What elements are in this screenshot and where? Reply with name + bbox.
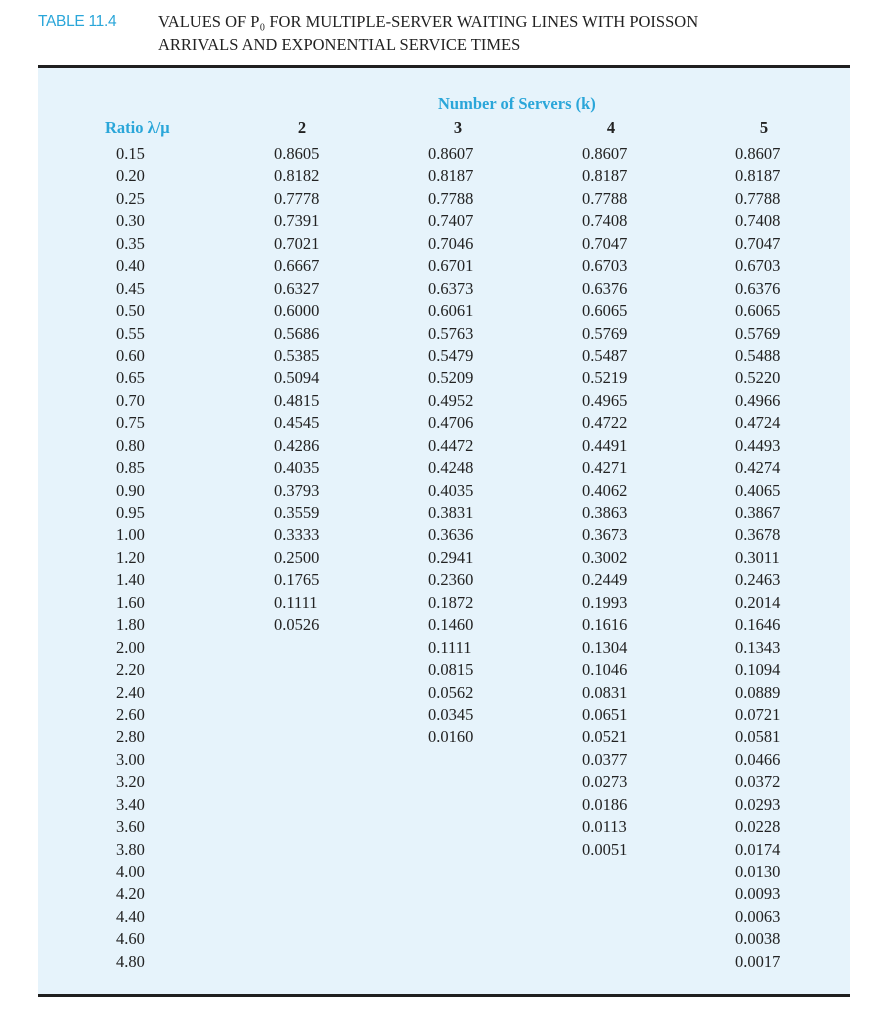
k5-cell: 0.0581 — [735, 727, 781, 747]
ratio-cell: 0.55 — [116, 323, 145, 343]
k5-cell: 0.0721 — [735, 704, 781, 724]
k3-cell: 0.5209 — [428, 368, 474, 388]
k3-cell: 0.7788 — [428, 188, 474, 208]
k5-cell: 0.8607 — [735, 144, 781, 163]
k2-cell: 0.2500 — [274, 547, 320, 567]
k2-cell: 0.1765 — [274, 570, 320, 590]
ratio-cell: 2.20 — [116, 660, 145, 680]
k5-cell: 0.3678 — [735, 525, 781, 545]
k3-cell: 0.5479 — [428, 345, 474, 365]
k3-cell: 0.4035 — [428, 480, 474, 500]
ratio-cell: 4.00 — [116, 862, 145, 881]
k5-cell: 0.3011 — [735, 547, 780, 567]
k4-cell: 0.8187 — [582, 166, 628, 186]
k3-cell: 0.1460 — [428, 615, 474, 635]
k5-cell: 0.4065 — [735, 480, 781, 500]
k5-cell: 0.3867 — [735, 503, 781, 522]
k2-cell: 0.4035 — [274, 458, 320, 478]
k4-cell: 0.6065 — [582, 301, 628, 321]
ratio-cell: 3.80 — [116, 839, 145, 859]
k4-cell: 0.8607 — [582, 144, 628, 163]
ratio-cell: 0.15 — [116, 144, 145, 163]
k5-cell: 0.4966 — [735, 390, 781, 410]
k5-cell: 0.0466 — [735, 749, 781, 769]
k3-cell: 0.0562 — [428, 682, 474, 702]
ratio-cell: 4.20 — [116, 884, 145, 904]
ratio-cell: 1.80 — [116, 615, 145, 635]
k3-cell: 0.6701 — [428, 256, 474, 276]
ratio-cell: 2.60 — [116, 704, 145, 724]
k4-cell: 0.7047 — [582, 233, 628, 253]
k4-cell: 0.7408 — [582, 211, 628, 231]
k3-cell: 0.3831 — [428, 503, 474, 522]
table-title-line-2: ARRIVALS AND EXPONENTIAL SERVICE TIMES — [158, 35, 521, 54]
k4-cell: 0.5769 — [582, 323, 628, 343]
ratio-cell: 0.40 — [116, 256, 145, 276]
k5-cell: 0.0130 — [735, 862, 781, 881]
servers-heading: Number of Servers (k) — [438, 94, 596, 113]
table-number-label: TABLE 11.4 — [38, 13, 117, 30]
ratio-cell: 4.40 — [116, 906, 145, 926]
k2-cell: 0.7391 — [274, 211, 320, 231]
ratio-cell: 2.00 — [116, 637, 145, 657]
ratio-cell: 4.60 — [116, 929, 145, 949]
k5-column — [735, 143, 780, 973]
k2-cell: 0.6000 — [274, 301, 320, 321]
k4-cell: 0.0831 — [582, 682, 628, 702]
table-title — [158, 10, 698, 56]
k5-cell: 0.1094 — [735, 660, 781, 680]
k3-cell: 0.2941 — [428, 547, 474, 567]
k4-cell: 0.4271 — [582, 458, 628, 478]
k3-cell: 0.0160 — [428, 727, 474, 747]
k4-cell: 0.0051 — [582, 839, 628, 859]
k2-column — [274, 143, 319, 637]
k2-cell: 0.3793 — [274, 480, 320, 500]
ratio-cell: 0.90 — [116, 480, 145, 500]
k4-cell: 0.3002 — [582, 547, 628, 567]
k4-cell: 0.4491 — [582, 435, 628, 455]
k5-cell: 0.6376 — [735, 278, 781, 298]
ratio-cell: 4.80 — [116, 951, 145, 971]
k3-cell: 0.1872 — [428, 592, 474, 612]
k2-cell: 0.5385 — [274, 345, 320, 365]
ratio-cell: 0.20 — [116, 166, 145, 186]
k5-cell: 0.0228 — [735, 817, 781, 837]
k4-cell: 0.5487 — [582, 345, 628, 365]
ratio-cell: 0.65 — [116, 368, 145, 388]
k4-cell: 0.1046 — [582, 660, 628, 680]
ratio-cell: 0.45 — [116, 278, 145, 298]
k2-cell: 0.7021 — [274, 233, 320, 253]
k5-cell: 0.0293 — [735, 794, 781, 814]
k4-cell: 0.2449 — [582, 570, 628, 590]
k3-cell: 0.8607 — [428, 144, 474, 163]
ratio-cell: 3.40 — [116, 794, 145, 814]
col-head-k4: 4 — [606, 118, 616, 137]
k3-column — [428, 143, 473, 749]
k5-cell: 0.0017 — [735, 951, 781, 971]
ratio-cell: 1.40 — [116, 570, 145, 590]
ratio-cell: 3.60 — [116, 817, 145, 837]
ratio-cell: 0.75 — [116, 413, 145, 433]
k5-cell: 0.7408 — [735, 211, 781, 231]
k3-cell: 0.4248 — [428, 458, 474, 478]
k2-cell: 0.7778 — [274, 188, 320, 208]
table-panel — [38, 65, 850, 997]
ratio-cell: 0.25 — [116, 188, 145, 208]
k4-cell: 0.1616 — [582, 615, 628, 635]
k4-cell: 0.0113 — [582, 817, 627, 837]
ratio-cell: 0.35 — [116, 233, 145, 253]
k2-cell: 0.3559 — [274, 503, 320, 522]
k4-cell: 0.1993 — [582, 592, 628, 612]
k4-cell: 0.3673 — [582, 525, 628, 545]
k4-cell: 0.4062 — [582, 480, 628, 500]
k5-cell: 0.0372 — [735, 772, 781, 792]
k5-cell: 0.7047 — [735, 233, 781, 253]
k5-cell: 0.5220 — [735, 368, 781, 388]
k3-cell: 0.4472 — [428, 435, 474, 455]
k2-cell: 0.6667 — [274, 256, 320, 276]
k3-cell: 0.6061 — [428, 301, 474, 321]
k4-cell: 0.0186 — [582, 794, 628, 814]
k2-cell: 0.1111 — [274, 592, 318, 612]
k3-cell: 0.1111 — [428, 637, 472, 657]
k4-cell: 0.4965 — [582, 390, 628, 410]
ratio-cell: 0.80 — [116, 435, 145, 455]
k4-cell: 0.6703 — [582, 256, 628, 276]
k5-cell: 0.4274 — [735, 458, 781, 478]
k3-cell: 0.4952 — [428, 390, 474, 410]
k2-cell: 0.0526 — [274, 615, 320, 635]
k5-cell: 0.8187 — [735, 166, 781, 186]
k3-cell: 0.5763 — [428, 323, 474, 343]
ratio-cell: 2.80 — [116, 727, 145, 747]
col-head-k3: 3 — [453, 118, 463, 137]
ratio-cell: 1.00 — [116, 525, 145, 545]
k4-cell: 0.1304 — [582, 637, 628, 657]
k2-cell: 0.4286 — [274, 435, 320, 455]
k4-cell: 0.4722 — [582, 413, 628, 433]
k5-cell: 0.0889 — [735, 682, 781, 702]
k5-cell: 0.6065 — [735, 301, 781, 321]
k5-cell: 0.2463 — [735, 570, 781, 590]
k4-cell: 0.5219 — [582, 368, 628, 388]
k2-cell: 0.6327 — [274, 278, 320, 298]
k2-cell: 0.8605 — [274, 144, 320, 163]
k3-cell: 0.2360 — [428, 570, 474, 590]
k4-cell: 0.3863 — [582, 503, 628, 522]
ratio-column — [116, 143, 145, 973]
k5-cell: 0.0174 — [735, 839, 781, 859]
k3-cell: 0.8187 — [428, 166, 474, 186]
k3-cell: 0.6373 — [428, 278, 474, 298]
k5-cell: 0.6703 — [735, 256, 781, 276]
k5-cell: 0.7788 — [735, 188, 781, 208]
k5-cell: 0.4493 — [735, 435, 781, 455]
k4-cell: 0.0273 — [582, 772, 628, 792]
k5-cell: 0.1343 — [735, 637, 781, 657]
ratio-cell: 0.70 — [116, 390, 145, 410]
k4-cell: 0.6376 — [582, 278, 628, 298]
k3-cell: 0.4706 — [428, 413, 474, 433]
k2-cell: 0.4545 — [274, 413, 320, 433]
k5-cell: 0.1646 — [735, 615, 781, 635]
k2-cell: 0.3333 — [274, 525, 320, 545]
ratio-cell: 1.60 — [116, 592, 145, 612]
k3-cell: 0.7407 — [428, 211, 474, 231]
ratio-heading: Ratio λ/μ — [105, 118, 170, 137]
k5-cell: 0.2014 — [735, 592, 781, 612]
ratio-cell: 0.85 — [116, 458, 145, 478]
k3-cell: 0.0815 — [428, 660, 474, 680]
k5-cell: 0.0038 — [735, 929, 781, 949]
ratio-cell: 0.50 — [116, 301, 145, 321]
col-head-k5: 5 — [759, 118, 769, 137]
k4-cell: 0.0521 — [582, 727, 628, 747]
k3-cell: 0.0345 — [428, 704, 474, 724]
k5-cell: 0.5769 — [735, 323, 781, 343]
ratio-cell: 3.00 — [116, 749, 145, 769]
col-head-k2: 2 — [297, 118, 307, 137]
k4-cell: 0.7788 — [582, 188, 628, 208]
k5-cell: 0.0093 — [735, 884, 781, 904]
ratio-cell: 0.95 — [116, 503, 145, 522]
k5-cell: 0.0063 — [735, 906, 781, 926]
k4-cell: 0.0651 — [582, 704, 628, 724]
k2-cell: 0.4815 — [274, 390, 320, 410]
ratio-cell: 0.60 — [116, 345, 145, 365]
k2-cell: 0.5686 — [274, 323, 320, 343]
k2-cell: 0.8182 — [274, 166, 320, 186]
k5-cell: 0.5488 — [735, 345, 781, 365]
k3-cell: 0.3636 — [428, 525, 474, 545]
k5-cell: 0.4724 — [735, 413, 781, 433]
ratio-cell: 3.20 — [116, 772, 145, 792]
k4-column — [582, 143, 627, 861]
ratio-cell: 2.40 — [116, 682, 145, 702]
k3-cell: 0.7046 — [428, 233, 474, 253]
k4-cell: 0.0377 — [582, 749, 628, 769]
ratio-cell: 1.20 — [116, 547, 145, 567]
k2-cell: 0.5094 — [274, 368, 320, 388]
table-title-line-1: VALUES OF P₀ FOR MULTIPLE-SERVER WAITING LINES WITH POISSON — [158, 12, 699, 31]
ratio-cell: 0.30 — [116, 211, 145, 231]
